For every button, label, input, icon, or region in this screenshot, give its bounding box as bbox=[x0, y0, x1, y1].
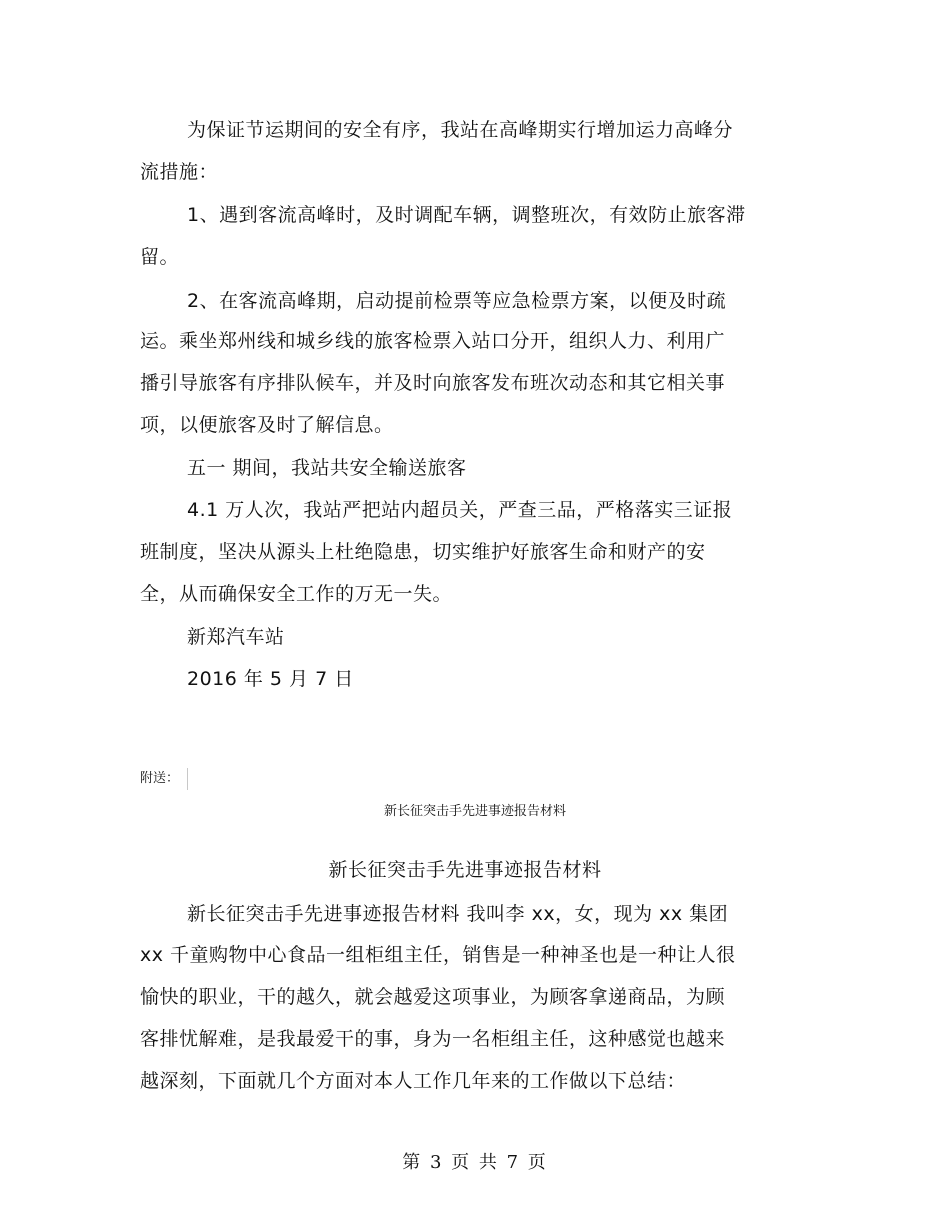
appendix-paragraph-line: 越深刻，下面就几个方面对本人工作几年来的工作做以下总结： bbox=[140, 1070, 687, 1092]
appendix-paragraph-line: 客排忧解难，是我最爱干的事，身为一名柜组主任，这种感觉也越来 bbox=[140, 1028, 726, 1050]
notice-list-item-1-cont: 留。 bbox=[140, 246, 180, 268]
notice-list-item-1: 1、遇到客流高峰时，及时调配车辆，调整班次，有效防止旅客滞 bbox=[187, 204, 746, 226]
appendix-paragraph-line: xx 千童购物中心食品一组柜组主任，销售是一种神圣也是一种让人很 bbox=[140, 944, 736, 966]
notice-summary-line: 班制度，坚决从源头上杜绝隐患，切实维护好旅客生命和财产的安 bbox=[140, 541, 706, 563]
notice-list-item-2-cont: 播引导旅客有序排队候车，并及时向旅客发布班次动态和其它相关事 bbox=[140, 372, 726, 394]
notice-signature: 新郑汽车站 bbox=[187, 626, 285, 648]
page-number-footer: 第 3 页 共 7 页 bbox=[402, 1152, 548, 1173]
appendix-paragraph-line: 愉快的职业，干的越久，就会越爱这项事业，为顾客拿递商品，为顾 bbox=[140, 986, 726, 1008]
notice-list-item-2-cont: 运。乘坐郑州线和城乡线的旅客检票入站口分开，组织人力、利用广 bbox=[140, 330, 726, 352]
notice-list-item-2: 2、在客流高峰期，启动提前检票等应急检票方案，以便及时疏 bbox=[187, 290, 727, 312]
appendix-subtitle: 新长征突击手先进事迹报告材料 bbox=[383, 804, 566, 819]
notice-summary-line: 4.1 万人次，我站严把站内超员关，严查三品，严格落实三证报 bbox=[187, 499, 733, 521]
appendix-divider bbox=[187, 768, 188, 790]
notice-summary-line: 五一 期间，我站共安全输送旅客 bbox=[187, 457, 467, 479]
appendix-paragraph-line: 新长征突击手先进事迹报告材料 我叫李 xx，女，现为 xx 集团 bbox=[187, 903, 729, 925]
appendix-title: 新长征突击手先进事迹报告材料 bbox=[328, 859, 602, 881]
appendix-label: 附送： bbox=[140, 771, 180, 786]
notice-date: 2016 年 5 月 7 日 bbox=[187, 668, 354, 690]
notice-list-item-2-cont: 项，以便旅客及时了解信息。 bbox=[140, 414, 394, 436]
notice-paragraph-line: 为保证节运期间的安全有序，我站在高峰期实行增加运力高峰分 bbox=[187, 119, 734, 141]
notice-paragraph-line: 流措施： bbox=[140, 161, 219, 183]
notice-summary-line: 全，从而确保安全工作的万无一失。 bbox=[140, 583, 453, 605]
